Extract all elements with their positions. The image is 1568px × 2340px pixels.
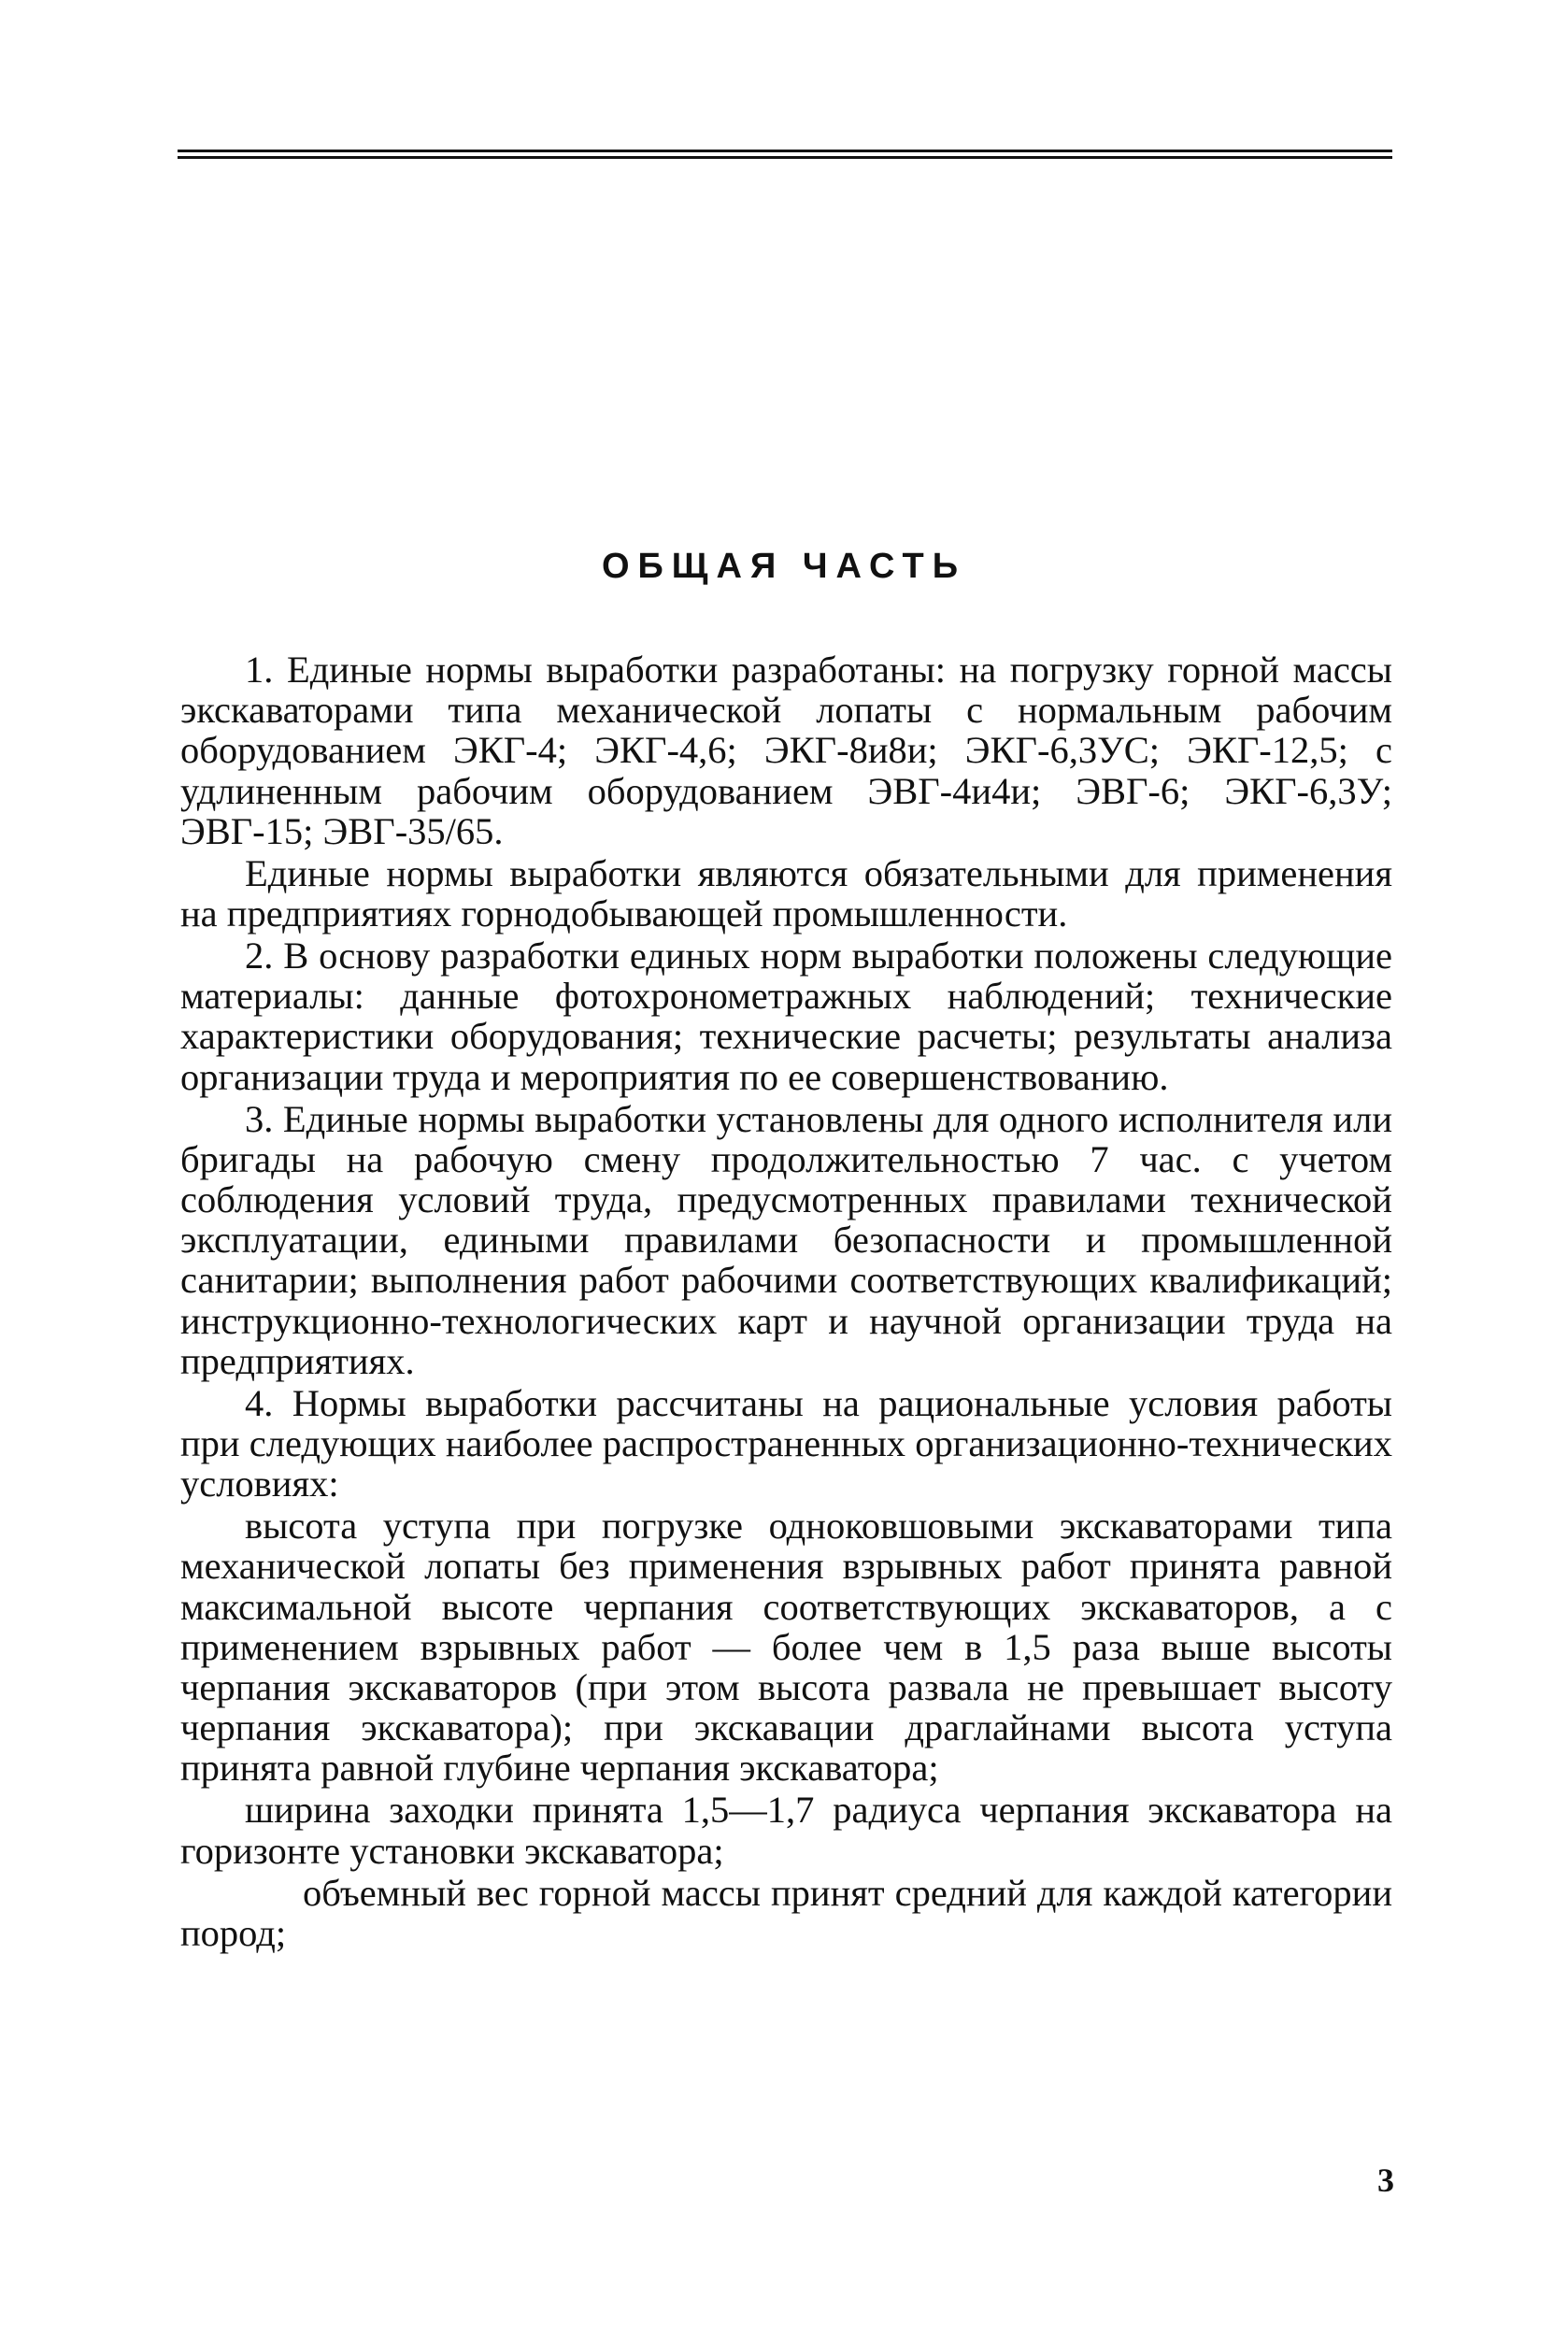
page-number: 3 (1377, 2162, 1394, 2199)
paragraph-4: 4. Нормы выработки рассчитаны на рациональные условия работы при следующих наиболее распространенных организационно-технических условиях: (180, 1381, 1392, 1505)
paragraph-2: 2. В основу разработки единых норм выработки положены следующие материалы: данные фотохронометражных наблюдений; технические характеристики оборудования; технические расчеты; результаты анализа организации труда и мероприятия по ее совершенствованию. (180, 935, 1392, 1098)
section-title: ОБЩАЯ ЧАСТЬ (601, 547, 967, 586)
condition-bench-height: высота уступа при погрузке одноковшовыми экскаваторами типа механической лопаты без применения взрывных работ принята равной максимальной высоте черпания соответствующих экскаваторов, а с применением взрывных работ — более чем в 1,5 раза выше высоты черпания экскаваторов (при этом высота развала не превышает высоту черпания экскаватора); при экскавации драглайнами высота уступа принята равной глубине черпания экскаватора; (180, 1505, 1392, 1790)
paragraph-3: 3. Единые нормы выработки установлены для одного исполнителя или бригады на рабочую смену продолжительностью 7 час. с учетом соблюдения условий труда, предусмотренных правилами технической эксплуатации, едиными правилами безопасности и промышленной санитарии; выполнения работ рабочими соответствующих квалификаций; инструкционно-технологических карт и научной организации труда на предприятиях. (180, 1097, 1392, 1382)
top-rule-line (178, 150, 1392, 152)
condition-bulk-density: объемный вес горной массы принят средний для каждой категории пород; (180, 1871, 1392, 1954)
top-double-rule (178, 150, 1392, 161)
body-text (180, 649, 1392, 1955)
paragraph-1: 1. Единые нормы выработки разработаны: на погрузку горной массы экскаваторами типа механической лопаты с нормальным рабочим оборудованием ЭКГ-4; ЭКГ-4,6; ЭКГ-8и8и; ЭКГ-6,3УС; ЭКГ-12,5; с удлиненным рабочим оборудованием ЭВГ-4и4и; ЭВГ-6; ЭКГ-6,3У; ЭВГ-15; ЭВГ-35/65. (180, 649, 1392, 852)
top-rule-line (178, 156, 1392, 159)
paragraph-1-note: Единые нормы выработки являются обязательными для применения на предприятиях горнодобывающей промышленности. (180, 851, 1392, 935)
condition-cut-width: ширина заходки принята 1,5—1,7 радиуса черпания экскаватора на горизонте установки экскаватора; (180, 1789, 1392, 1872)
